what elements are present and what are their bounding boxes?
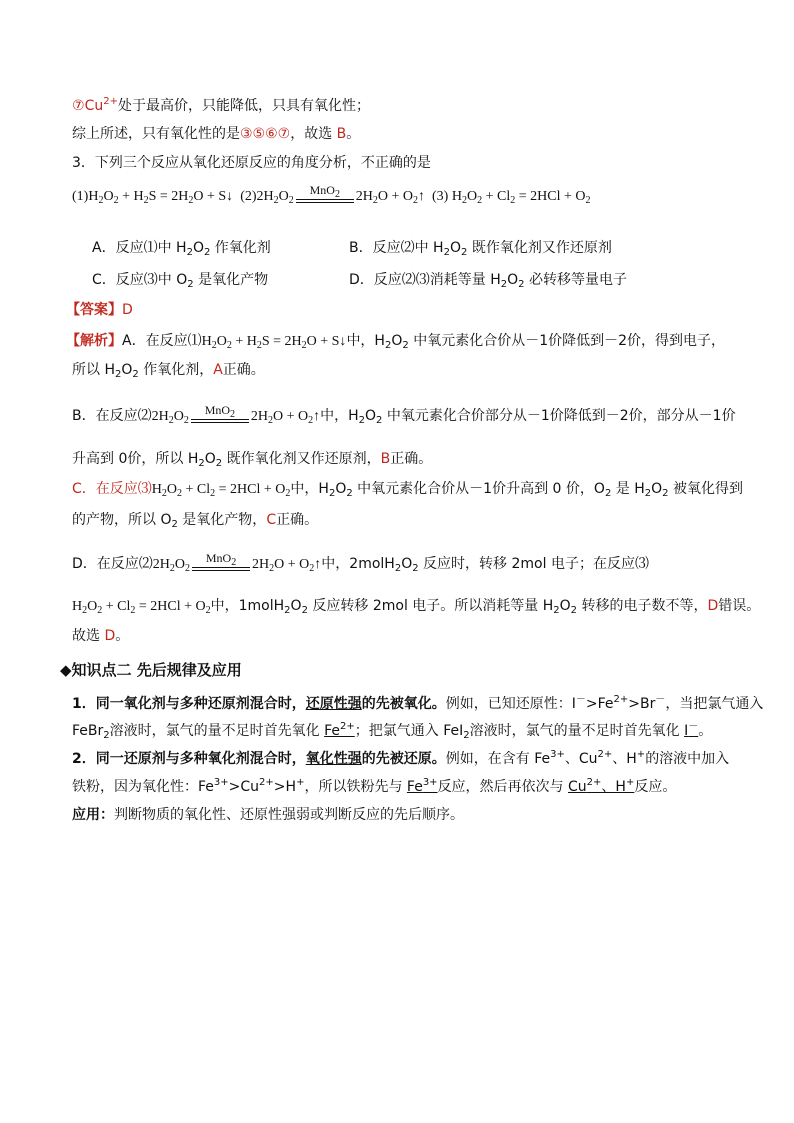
analysis-a-line1: 【解析】A．在反应$⑴H_2O_2 + H_2S = 2H_2O$ + S↓中，$H_2O_2$ 中氧元素化合价从－1价降低到－2价，得到电子， <box>66 333 726 351</box>
option-a: A．反应⑴中 $H_2O_2$ 作氧化剂 <box>92 240 271 258</box>
rule-1-line1: 1．同一氧化剂与多种还原剂混合时，还原性强的先被氧化。例如，已知还原性：$I^->Fe^{2+}>Br^-$，当把氯气通入 <box>72 694 764 712</box>
reaction-equations: $(1)H_2O_2 + H_2S = 2H_2O$ + S↓ $(2)2H_2O_2$ MnO$_2$ $2H_2O$ + $O_2↑$ (3) $H_2O_2 + Cl_2 = 2HCl + O_2$ <box>72 184 590 210</box>
application: 应用：判断物质的氧化性、还原性强弱或判断反应的先后顺序。 <box>72 807 464 823</box>
answer: 【答案】D <box>66 302 133 318</box>
rule-1-line2: FeBr$_2$溶液时，氯气的量不足时首先氧化 $Fe^{2+}$；把氯气通入 FeI$_2$溶液时，氯气的量不足时首先氧化 I－。 <box>72 721 713 741</box>
option-b: B．反应⑵中 $H_2O_2$ 既作氧化剂又作还原剂 <box>349 240 612 258</box>
analysis-c-line1: C．在反应$⑶H_2O_2 + Cl_2 = 2HCl + O_2$中，$H_2O_2$ 中氧元素化合价从－1价升高到 0 价，$O_2$ 是 $H_2O_2$ 被氧化得到 <box>72 481 743 499</box>
circled-seven: ⑦ <box>72 98 85 114</box>
rule-2-line1: 2．同一还原剂与多种氧化剂混合时，氧化性强的先被还原。例如，在含有 $Fe^{3+}$、$Cu^{2+}$、H+的溶液中加入 <box>72 749 730 767</box>
diamond-icon: ◆ <box>60 661 72 679</box>
analysis-d-line2: $H_2O_2 + Cl_2 = 2HCl + O_2$中，$1molH_2O_2$ 反应转移 2mol 电子。所以消耗等量 $H_2O_2$ 转移的电子数不等，D错误。 <box>72 598 761 616</box>
question-3: 3．下列三个反应从氧化还原反应的角度分析，不正确的是 <box>72 155 431 171</box>
text-line-summary: 综上所述，只有氧化性的是③⑤⑥⑦，故选 B。 <box>72 126 361 142</box>
analysis-b-line2: 升高到 0价，所以 $H_2O_2$ 既作氧化剂又作还原剂，B正确。 <box>72 451 433 469</box>
analysis-final: 故选 D。 <box>72 628 130 644</box>
text-line-cu: $⑦Cu^{2+}$处于最高价，只能降低，只具有氧化性； <box>72 96 370 114</box>
catalyst-arrow: MnO$_2$ <box>294 184 356 210</box>
option-c: C．反应⑶中 $O_2$ 是氧化产物 <box>92 272 269 290</box>
rule-2-line2: 铁粉，因为氧化性：$Fe^{3+}>Cu^{2+}>H^+$，所以铁粉先与 $Fe^{3+}$反应，然后再依次与 $Cu^{2+}$、H+反应。 <box>72 777 677 795</box>
analysis-d-line1: D．在反应$⑵2H_2O_2$ MnO$_2$ $2H_2O$ + $O_2↑$中，$2molH_2O_2$ 反应时，转移 2mol 电子；在反应⑶ <box>72 551 649 575</box>
analysis-b-line1: B．在反应$⑵2H_2O_2$ MnO$_2$ $2H_2O$ + $O_2↑$中，$H_2O_2$ 中氧元素化合价部分从－1价降低到－2价，部分从－1价 <box>72 403 736 427</box>
analysis-a-line2: 所以 $H_2O_2$ 作氧化剂，A正确。 <box>72 362 265 380</box>
section-heading: ◆知识点二 先后规律及应用 <box>60 661 242 679</box>
option-d: D．反应⑵⑶消耗等量 $H_2O_2$ 必转移等量电子 <box>349 272 627 290</box>
analysis-c-line2: 的产物，所以 $O_2$ 是氧化产物，C正确。 <box>72 512 319 530</box>
